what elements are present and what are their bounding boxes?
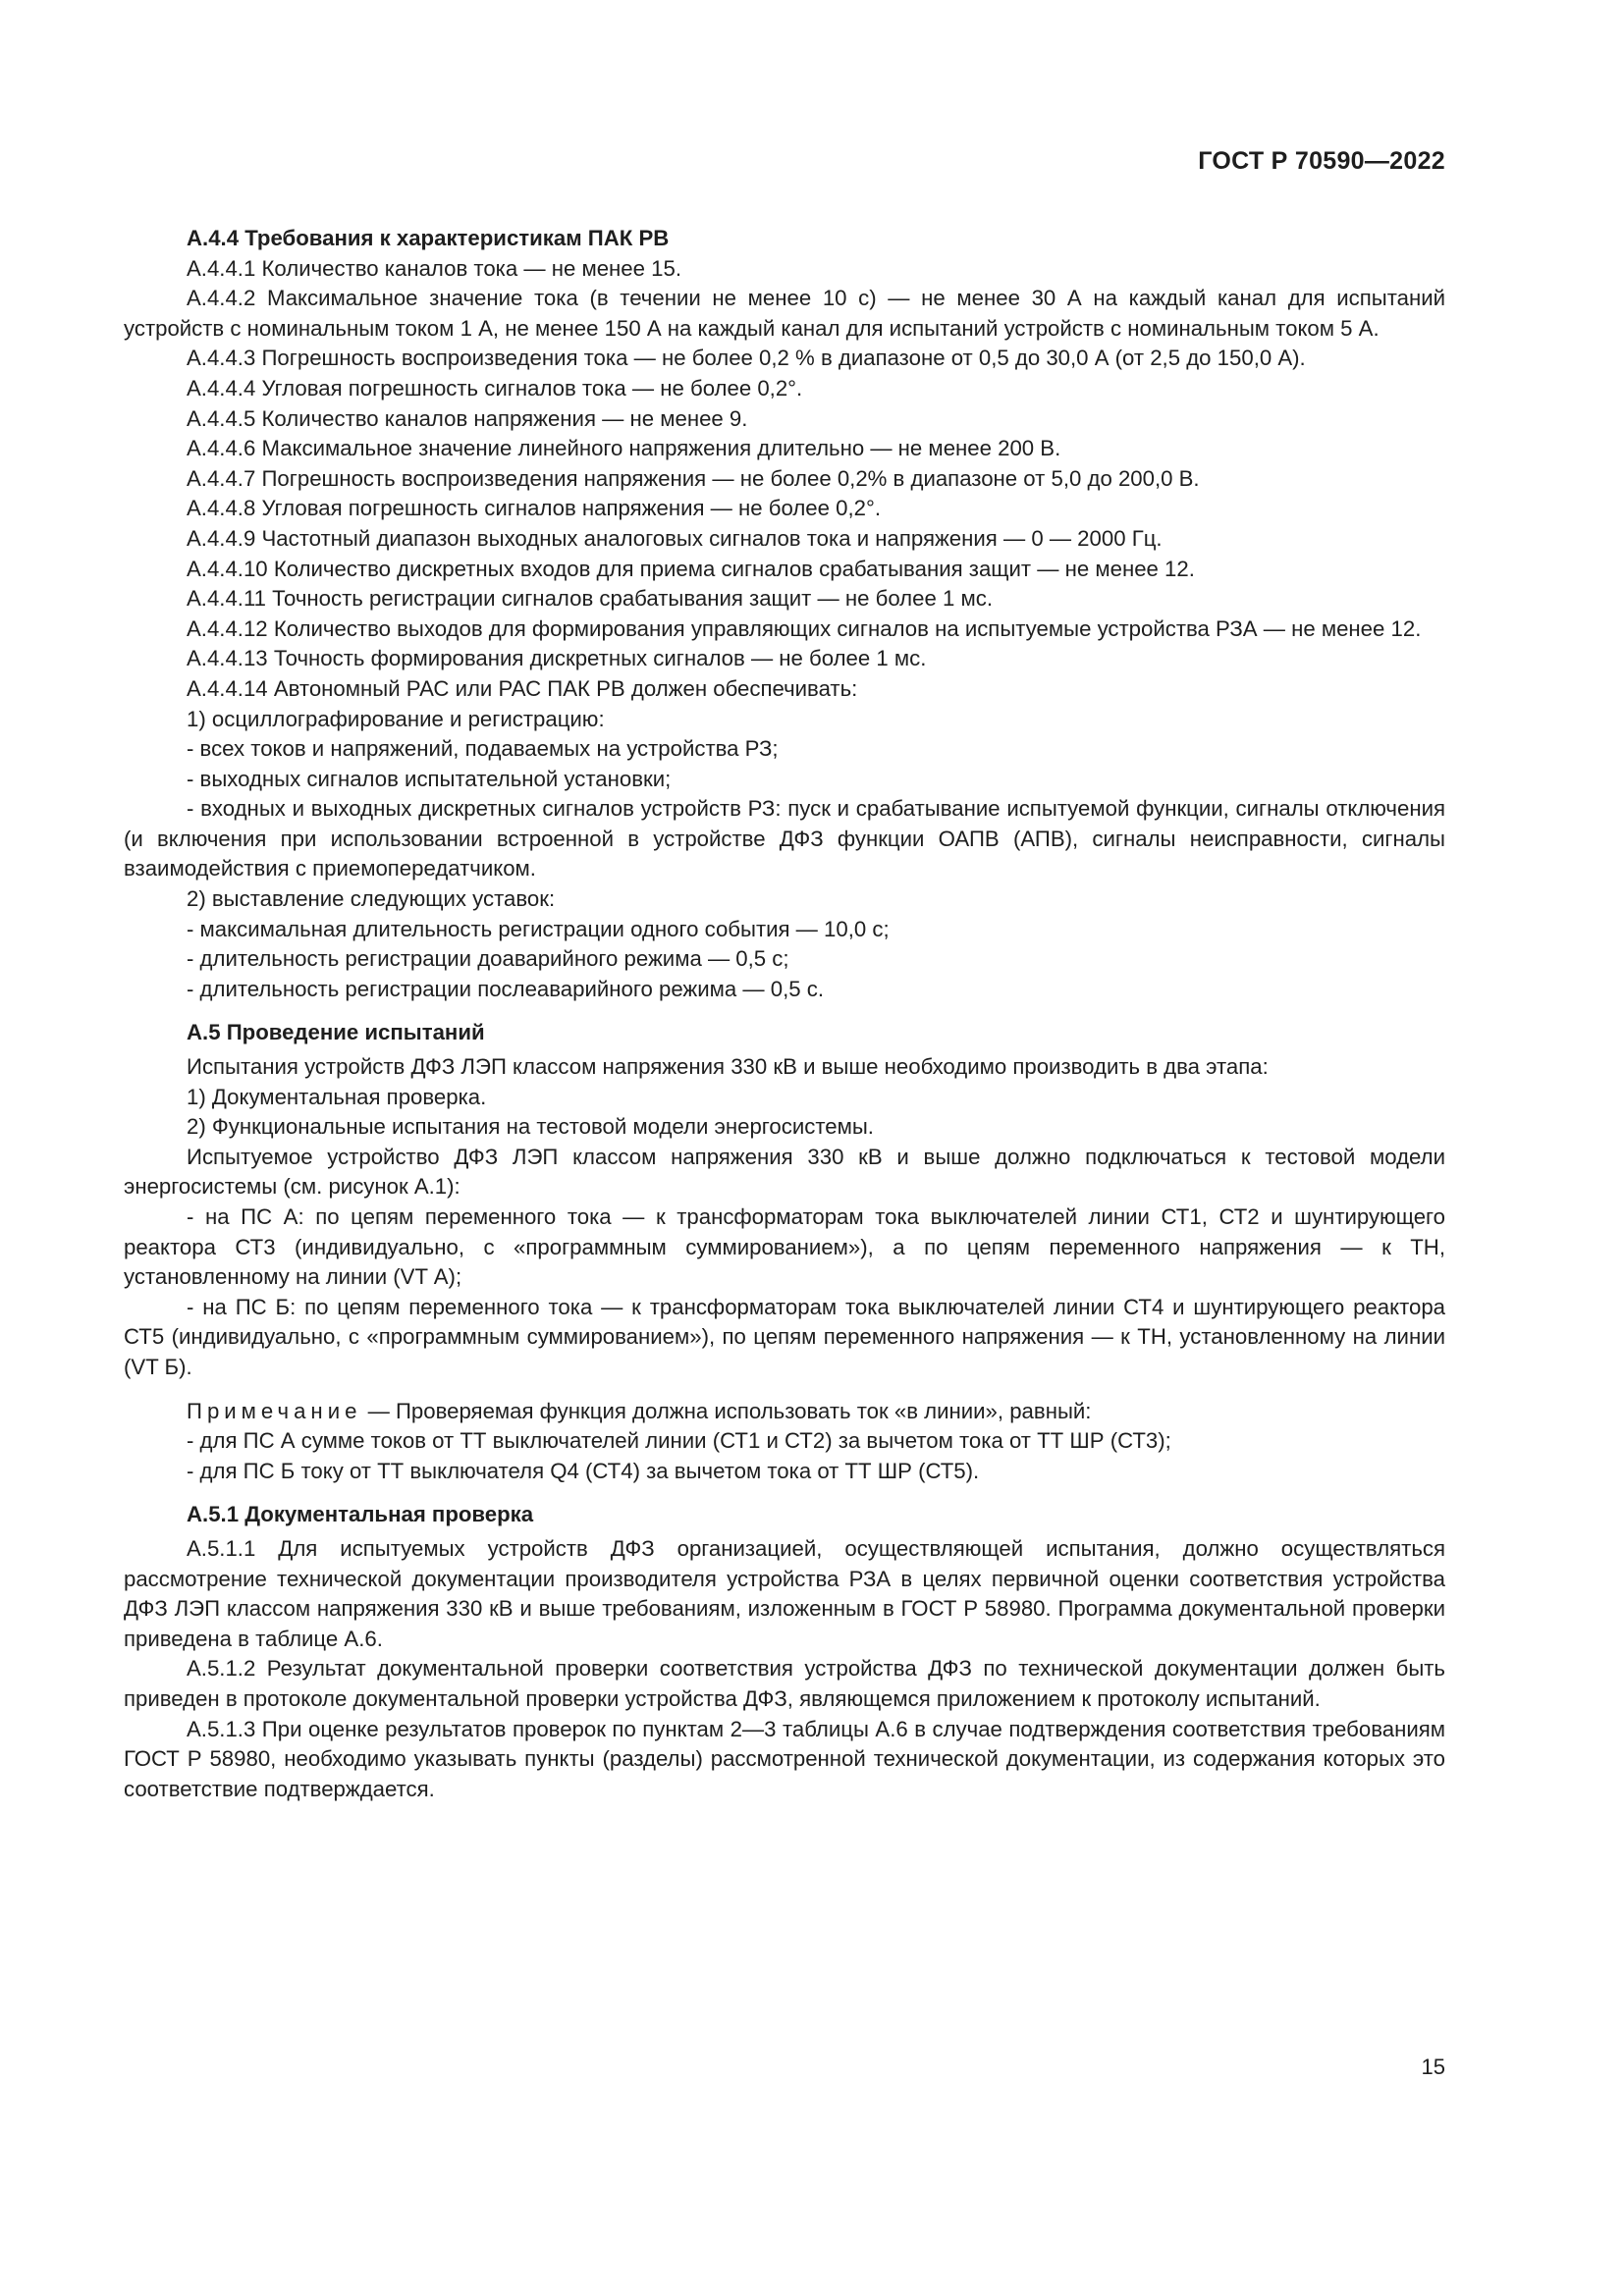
section-a444 <box>124 224 1445 1004</box>
list-item: 2) выставление следующих уставок: <box>187 886 556 912</box>
section-heading-a51: А.5.1 Документальная проверка <box>187 1502 534 1527</box>
clause-a4444: А.4.4.4 Угловая погрешность сигналов тока — не более 0,2°. <box>187 375 803 400</box>
note-text: — Проверяемая функция должна использовать ток «в линии», равный: <box>361 1398 1092 1423</box>
clause-a5111: А.5.1.1 Для испытуемых устройств ДФЗ организацией, осуществляющей испытания, должно осуществляться рассмотрение технической документации производителя устройства РЗА в целях первичной оценки соответствия устройства ДФЗ ЛЭП классом напряжения 330 кВ и выше требованиям, изложенным в ГОСТ Р 58980. Программа документальной проверки приведена в таблице А.6. <box>124 1535 1445 1651</box>
section-heading-a444: А.4.4 Требования к характеристикам ПАК РВ <box>187 226 670 250</box>
clause-a44414: А.4.4.14 Автономный РАС или РАС ПАК РВ должен обеспечивать: <box>187 675 858 701</box>
clause-a5112: А.5.1.2 Результат документальной проверки соответствия устройства ДФЗ по технической документации должен быть приведен в протоколе документальной проверки устройства ДФЗ, являющемся приложением к протоколу испытаний. <box>124 1656 1445 1711</box>
page-number: 15 <box>1421 2055 1445 2079</box>
note-item: - для ПС А сумме токов от ТТ выключателей линии (СТ1 и СТ2) за вычетом тока от ТТ ШР (СТ3); <box>187 1428 1171 1454</box>
clause-a4442: А.4.4.2 Максимальное значение тока (в течении не менее 10 с) — не менее 30 А на каждый канал для испытаний устройств с номинальным током 1 А, не менее 150 А на каждый канал для испытаний устройств с номинальным током 5 А. <box>124 286 1445 341</box>
clause-a5113: А.5.1.3 При оценке результатов проверок по пунктам 2—3 таблицы А.6 в случае подтверждения соответствия требованиям ГОСТ Р 58980, необходимо указывать пункты (разделы) рассмотренной технической документации, из содержания которых это соответствие подтверждается. <box>124 1716 1445 1801</box>
clause-a44412: А.4.4.12 Количество выходов для формирования управляющих сигналов на испытуемые устройства РЗА — не менее 12. <box>187 615 1422 641</box>
document-code: ГОСТ Р 70590—2022 <box>1198 147 1445 175</box>
clause-a44410: А.4.4.10 Количество дискретных входов для приема сигналов срабатывания защит — не менее 12. <box>187 556 1195 581</box>
clause-a44413: А.4.4.13 Точность формирования дискретных сигналов — не более 1 мс. <box>187 646 927 671</box>
clause-a4447: А.4.4.7 Погрешность воспроизведения напряжения — не более 0,2% в диапазоне от 5,0 до 200,0 В. <box>187 465 1200 491</box>
section-a5 <box>124 1018 1445 1486</box>
note <box>124 1397 1445 1427</box>
list-item: 2) Функциональные испытания на тестовой модели энергосистемы. <box>187 1114 874 1140</box>
paragraph: Испытания устройств ДФЗ ЛЭП классом напряжения 330 кВ и выше необходимо производить в два этапа: <box>187 1054 1269 1080</box>
list-item: 1) Документальная проверка. <box>187 1084 487 1109</box>
clause-a4446: А.4.4.6 Максимальное значение линейного напряжения длительно — не менее 200 В. <box>187 436 1061 461</box>
section-a51 <box>124 1500 1445 1804</box>
list-item: - длительность регистрации послеаварийного режима — 0,5 с. <box>187 976 825 1001</box>
list-item: - входных и выходных дискретных сигналов устройств РЗ: пуск и срабатывание испытуемой функции, сигналы отключения (и включения при использовании встроенной в устройстве ДФЗ функции ОАПВ (АПВ), сигналы неисправности, сигналы взаимодействия с приемопередатчиком. <box>124 796 1445 881</box>
clause-a4445: А.4.4.5 Количество каналов напряжения — не менее 9. <box>187 405 748 431</box>
section-heading-a5: А.5 Проведение испытаний <box>187 1020 485 1045</box>
clause-a4441: А.4.4.1 Количество каналов тока — не менее 15. <box>187 255 681 281</box>
list-item: - всех токов и напряжений, подаваемых на устройства РЗ; <box>187 736 779 762</box>
clause-a4449: А.4.4.9 Частотный диапазон выходных аналоговых сигналов тока и напряжения — 0 — 2000 Гц. <box>187 525 1163 551</box>
clause-a4448: А.4.4.8 Угловая погрешность сигналов напряжения — не более 0,2°. <box>187 496 881 521</box>
note-label: Примечание <box>187 1398 362 1423</box>
list-item: - на ПС А: по цепям переменного тока — к трансформаторам тока выключателей линии СТ1, СТ2 и шунтирующего реактора СТ3 (индивидуально, с «программным суммированием»), а по цепям переменного напряжения — к ТН, установленному на линии (VT А); <box>124 1204 1445 1290</box>
list-item: - выходных сигналов испытательной установки; <box>187 766 672 791</box>
list-item: - максимальная длительность регистрации одного события — 10,0 с; <box>187 916 890 941</box>
list-item: 1) осциллографирование и регистрацию: <box>187 706 605 731</box>
paragraph: Испытуемое устройство ДФЗ ЛЭП классом напряжения 330 кВ и выше должно подключаться к тестовой модели энергосистемы (см. рисунок А.1): <box>124 1144 1445 1200</box>
document-body <box>124 224 1445 1804</box>
list-item: - длительность регистрации доаварийного режима — 0,5 с; <box>187 946 789 972</box>
clause-a44411: А.4.4.11 Точность регистрации сигналов срабатывания защит — не более 1 мс. <box>187 586 993 612</box>
list-item: - на ПС Б: по цепям переменного тока — к трансформаторам тока выключателей линии СТ4 и шунтирующего реактора СТ5 (индивидуально, с «программным суммированием»), по цепям переменного напряжения — к ТН, установленному на линии (VT Б). <box>124 1294 1445 1379</box>
note-item: - для ПС Б току от ТТ выключателя Q4 (СТ4) за вычетом тока от ТТ ШР (СТ5). <box>187 1458 980 1483</box>
clause-a4443: А.4.4.3 Погрешность воспроизведения тока — не более 0,2 % в диапазоне от 0,5 до 30,0 А (от 2,5 до 150,0 А). <box>187 346 1306 371</box>
